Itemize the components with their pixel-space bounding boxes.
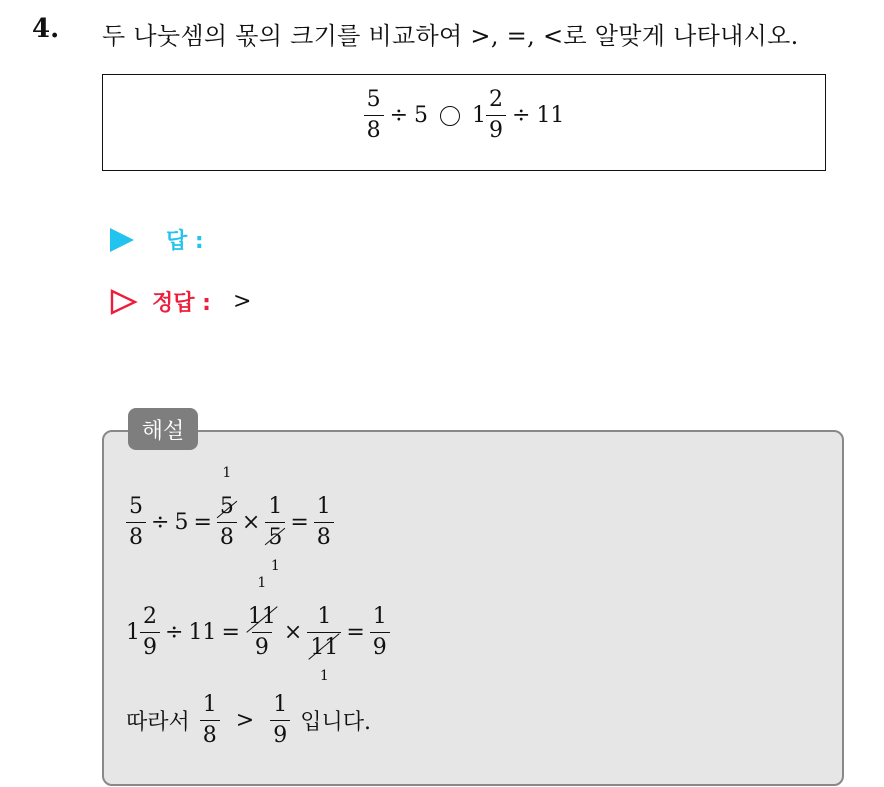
problem-box bbox=[102, 74, 826, 171]
fraction: $\frac{5}{8}$ bbox=[364, 89, 384, 142]
question-text: 두 나눗셈의 몫의 크기를 비교하여 >, =, <로 알맞게 나타내시오. bbox=[102, 22, 799, 50]
question-number: 4. bbox=[32, 14, 60, 44]
play-triangle-icon bbox=[110, 228, 134, 252]
fraction: $\frac{2}{9}$ bbox=[486, 89, 506, 142]
divisor: 5 bbox=[414, 103, 428, 128]
divisor: 11 bbox=[536, 103, 565, 128]
divide-sign: ÷ bbox=[512, 103, 531, 128]
outline-triangle-icon bbox=[110, 289, 138, 315]
answer-row bbox=[110, 224, 204, 255]
explanation-line-3: 따라서 $\frac{1}{8}$ > $\frac{1}{9}$ 입니다. bbox=[126, 692, 371, 748]
explanation-tag: 해설 bbox=[128, 408, 198, 450]
mixed-whole: 1 bbox=[472, 103, 486, 128]
explanation-line-1: $\frac{5}{8}$ ÷ 5 = 5 1 8 × 1 5 1 = $\frac{1}{8}$ bbox=[126, 496, 334, 549]
correct-answer-row bbox=[110, 286, 251, 317]
correct-label: 정답 : bbox=[152, 291, 211, 316]
explanation-line-2: 1 $\frac{2}{9}$ ÷ 11 = 11 1 9 × 1 11 1 = $\frac{1}{9}$ bbox=[126, 606, 390, 659]
answer-label: 답 : bbox=[166, 229, 204, 254]
answer-circle[interactable] bbox=[440, 106, 460, 126]
divide-sign: ÷ bbox=[389, 103, 408, 128]
correct-value: > bbox=[232, 289, 252, 314]
problem-expression bbox=[103, 89, 825, 142]
